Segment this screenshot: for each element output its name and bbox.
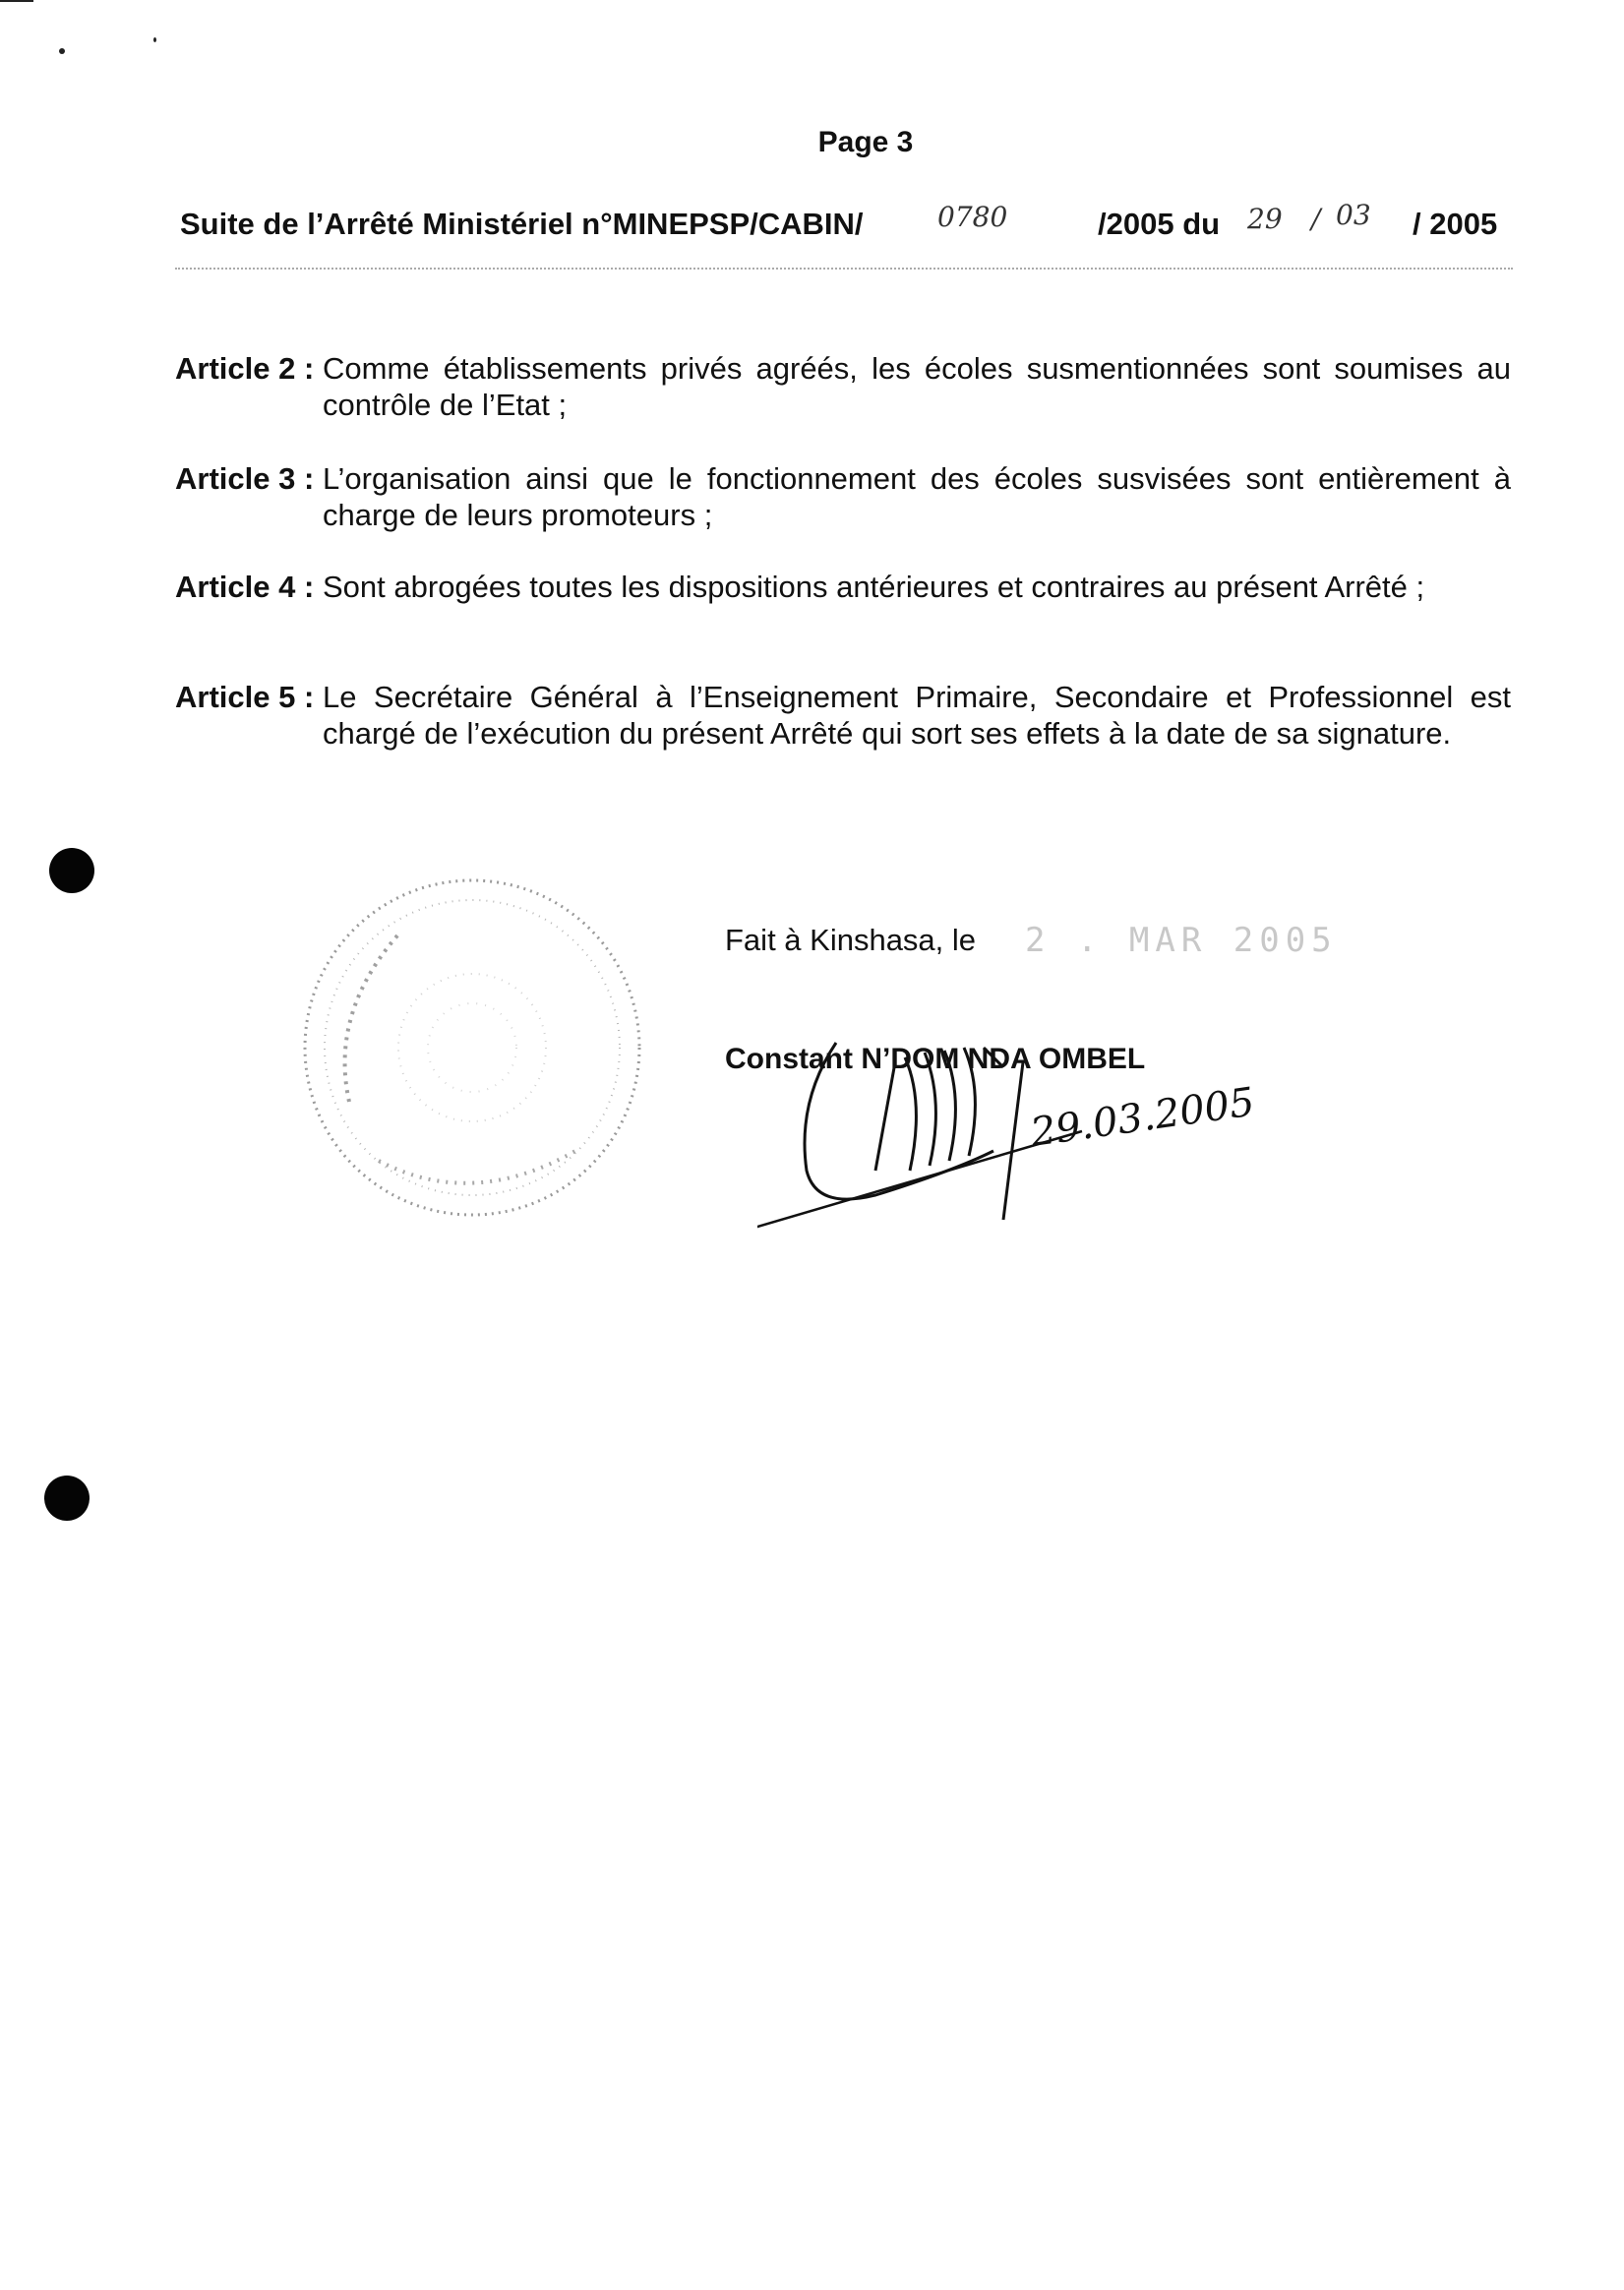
handwritten-signature	[757, 1023, 1289, 1249]
handwritten-month: 03	[1336, 199, 1371, 231]
article-label: Article 3 :	[175, 461, 315, 496]
official-seal-stamp	[290, 866, 654, 1230]
article-text: Comme établissements privés agréés, les écoles susmentionnées sont soumises au contrôle de l’Etat ;	[323, 351, 1511, 422]
decree-year-end: / 2005	[1413, 207, 1498, 241]
article-label: Article 4 :	[175, 570, 315, 604]
article-label: Article 2 :	[175, 351, 315, 386]
decree-reference-line	[180, 199, 1510, 246]
scan-speck	[59, 48, 65, 54]
article-5	[175, 679, 1511, 752]
handwritten-separator: /	[1311, 203, 1321, 235]
stamped-date: 2 . MAR 2005	[1025, 921, 1338, 960]
article-label: Article 5 :	[175, 680, 315, 714]
article-2	[175, 350, 1511, 423]
punch-hole	[49, 848, 94, 893]
handwritten-day: 29	[1247, 203, 1283, 235]
article-text: Le Secrétaire Général à l’Enseignement Primaire, Secondaire et Professionnel est chargé de l’exécution du présent Arrêté qui sort ses effets à la date de sa signature.	[323, 680, 1511, 751]
header-dotted-rule	[175, 268, 1513, 270]
scan-speck	[153, 37, 156, 42]
punch-hole	[44, 1476, 90, 1521]
decree-reference-prefix: Suite de l’Arrêté Ministériel n°MINEPSP/CABIN/	[180, 207, 864, 241]
article-text: Sont abrogées toutes les dispositions antérieures et contraires au présent Arrêté ;	[323, 570, 1425, 604]
decree-year-du: /2005 du	[1098, 207, 1221, 241]
article-3	[175, 460, 1511, 533]
scan-edge-mark	[0, 0, 33, 2]
place-and-date-line: Fait à Kinshasa, le	[725, 923, 977, 957]
article-4	[175, 569, 1511, 605]
signature-date: 29.03.2005	[1027, 1079, 1258, 1156]
handwritten-decree-number: 0780	[937, 201, 1008, 233]
signatory-name: Constant N’DOM NDA OMBEL	[725, 1043, 1146, 1075]
page-number: Page 3	[817, 126, 914, 158]
article-text: L’organisation ainsi que le fonctionnement des écoles susvisées sont entièrement à charge de leurs promoteurs ;	[323, 461, 1511, 532]
